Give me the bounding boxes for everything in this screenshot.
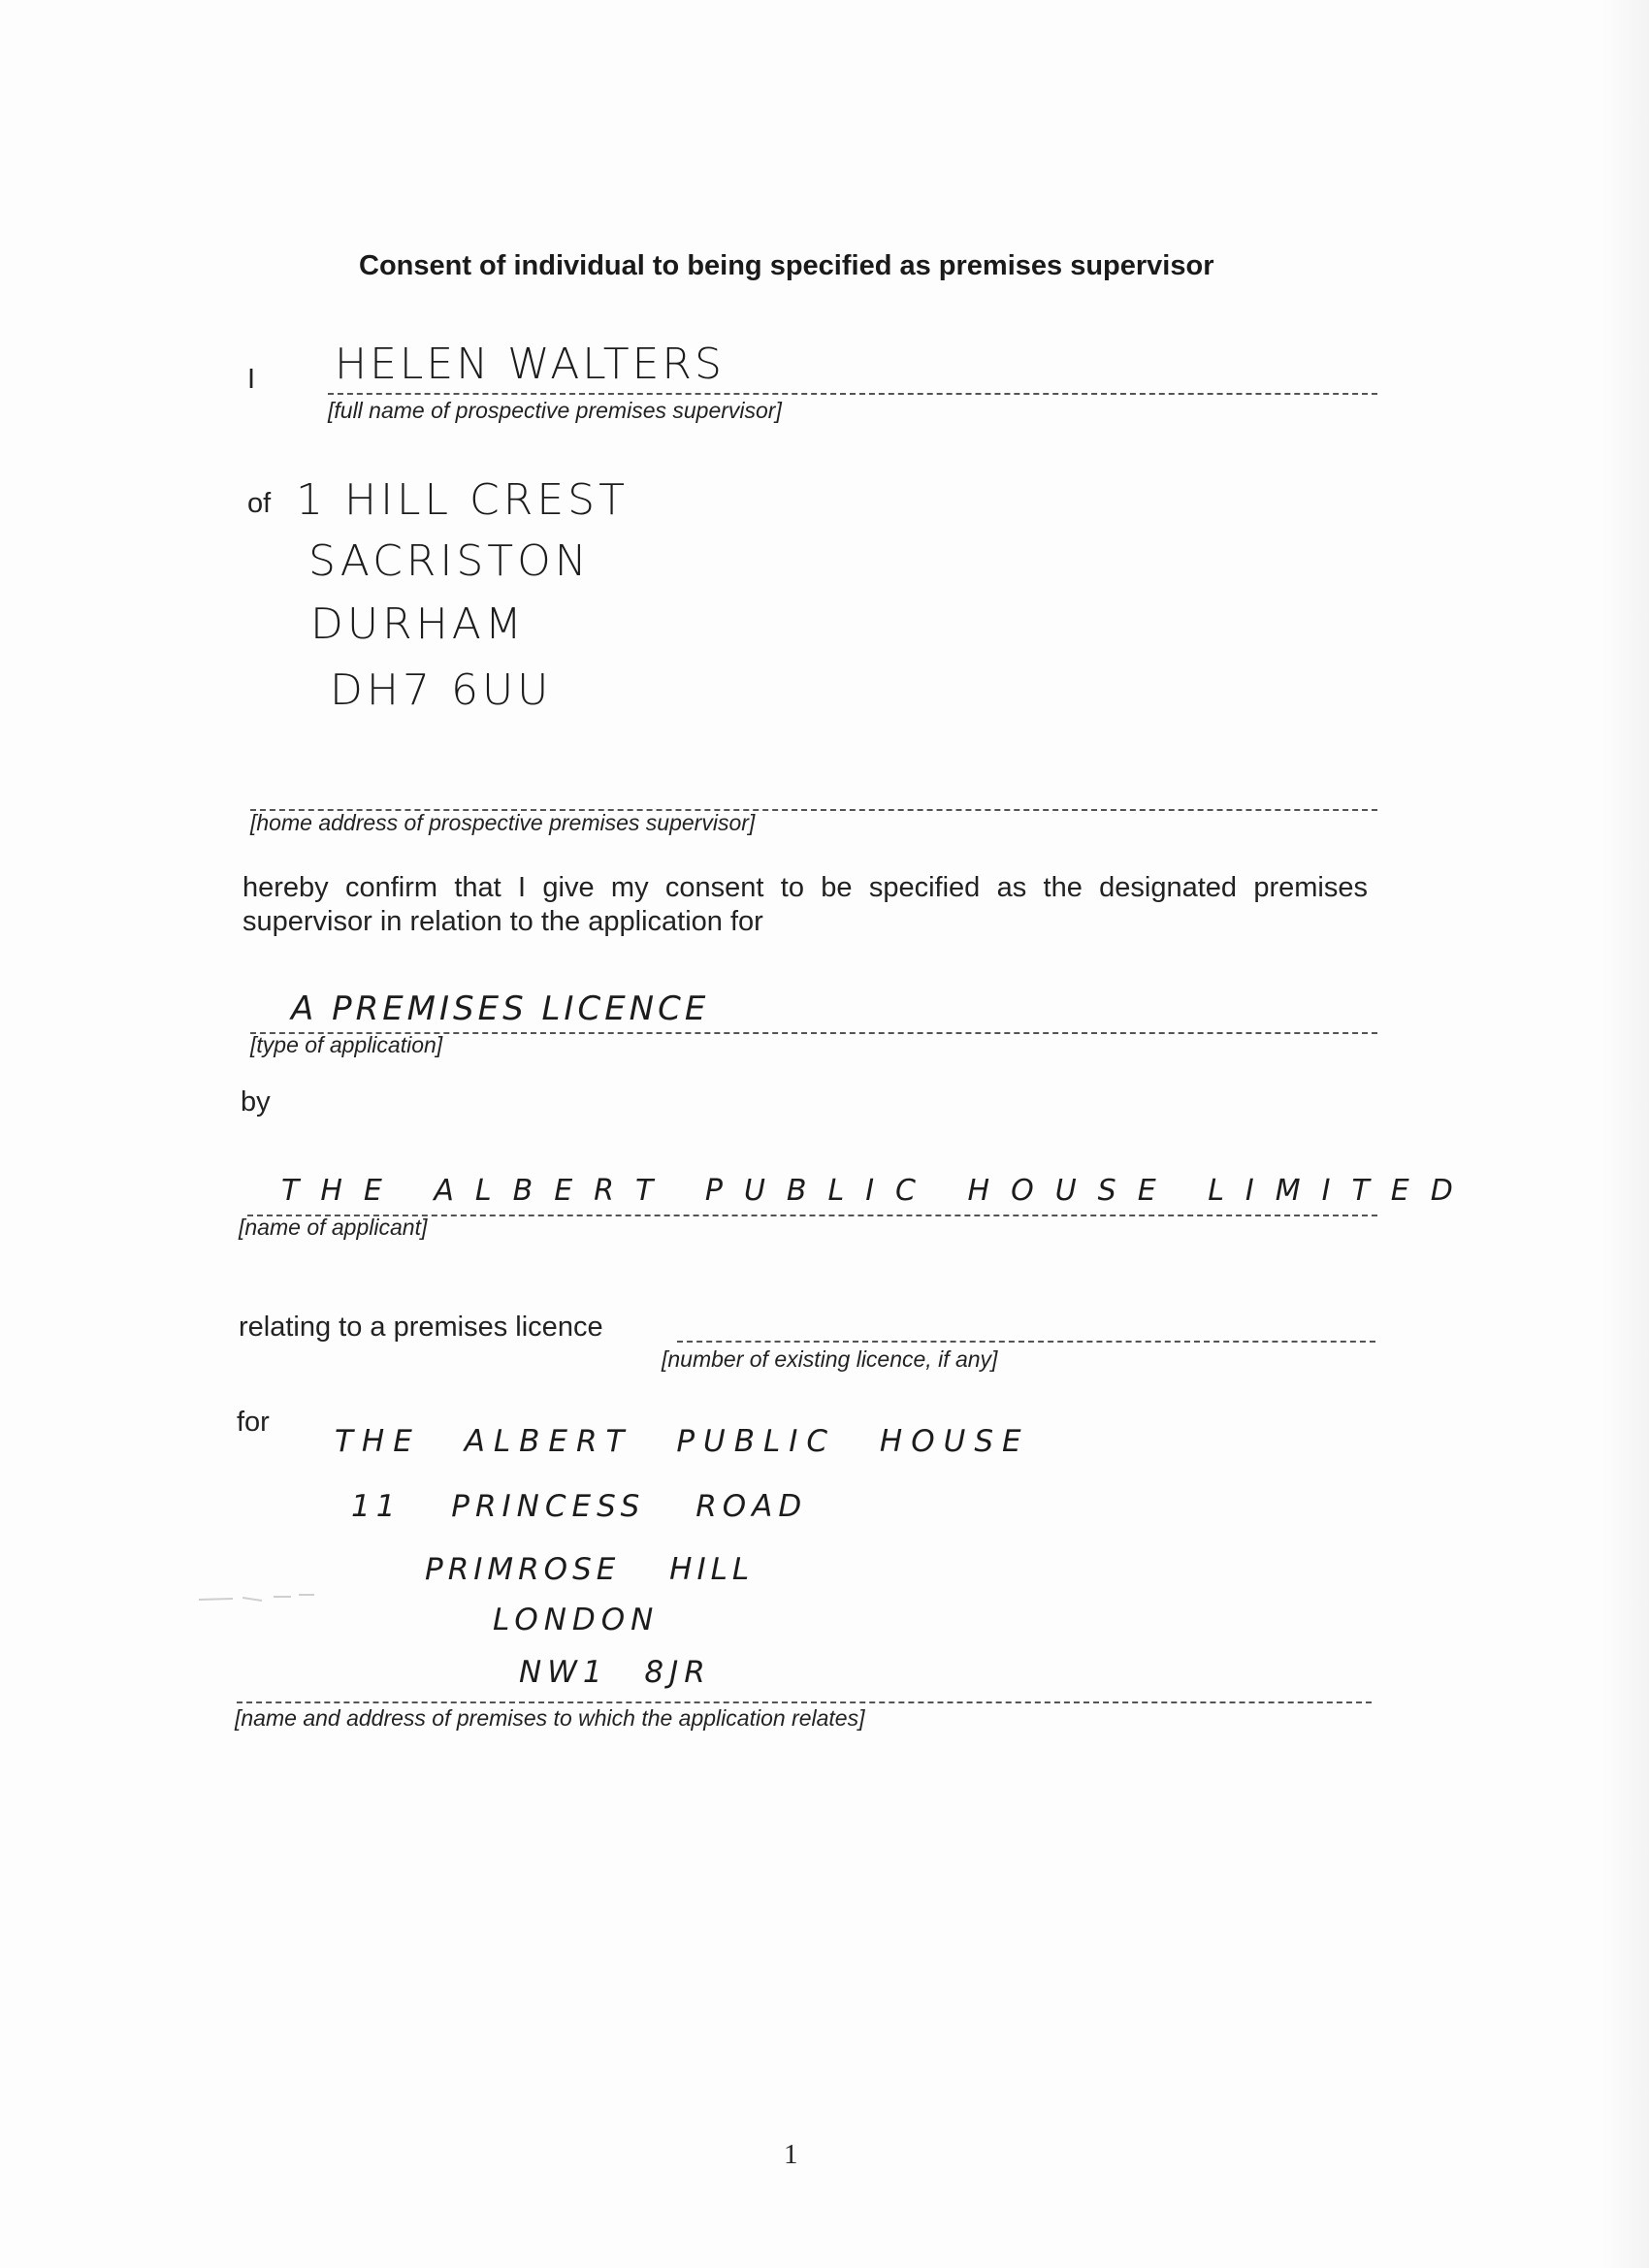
applicant-label: by: [241, 1086, 271, 1118]
handwritten-address-line-1: 1 HILL CREST: [296, 475, 629, 525]
handwritten-address-line-2: SACRISTON: [308, 536, 591, 586]
scan-edge-shadow: [1602, 0, 1649, 2268]
handwritten-premises-line-4: LONDON: [493, 1603, 660, 1637]
application-type-caption: [type of application]: [250, 1032, 443, 1057]
address-caption: [home address of prospective premises supervisor]: [250, 810, 756, 835]
premises-label: for: [237, 1407, 270, 1438]
address-label: of: [247, 488, 272, 519]
document-title: Consent of individual to being specified as premises supervisor: [359, 250, 1214, 281]
handwritten-premises-line-1: THE ALBERT PUBLIC HOUSE: [335, 1424, 1030, 1459]
applicant-caption: [name of applicant]: [239, 1215, 428, 1240]
handwritten-applicant-name: THE ALBERT PUBLIC HOUSE LIMITED: [281, 1174, 1474, 1208]
handwritten-premises-line-2: 11 PRINCESS ROAD: [351, 1489, 808, 1524]
handwritten-supervisor-name: HELEN WALTERS: [335, 340, 725, 389]
name-dotted-line: [328, 393, 1377, 395]
name-caption: [full name of prospective premises supervisor]: [328, 398, 782, 423]
existing-licence-label: relating to a premises licence: [239, 1312, 603, 1343]
page-number: 1: [784, 2139, 798, 2170]
existing-licence-dotted-line: [677, 1341, 1375, 1343]
consent-statement: hereby confirm that I give my consent to be specified as the designated premises supervisor in relation to the application for: [242, 872, 1368, 937]
existing-licence-caption: [number of existing licence, if any]: [662, 1346, 998, 1372]
handwritten-address-line-3: DURHAM: [310, 599, 526, 649]
handwritten-premises-line-3: PRIMROSE HILL: [425, 1552, 755, 1587]
handwritten-address-line-4: DH7 6UU: [330, 665, 553, 715]
premises-caption: [name and address of premises to which the application relates]: [235, 1705, 865, 1731]
premises-dotted-line: [237, 1701, 1372, 1703]
handwritten-premises-line-5: NW1 8JR: [519, 1655, 711, 1690]
scan-artefact-mark: [194, 1591, 320, 1606]
name-label: I: [247, 364, 256, 395]
handwritten-application-type: A PREMISES LICENCE: [291, 989, 710, 1028]
